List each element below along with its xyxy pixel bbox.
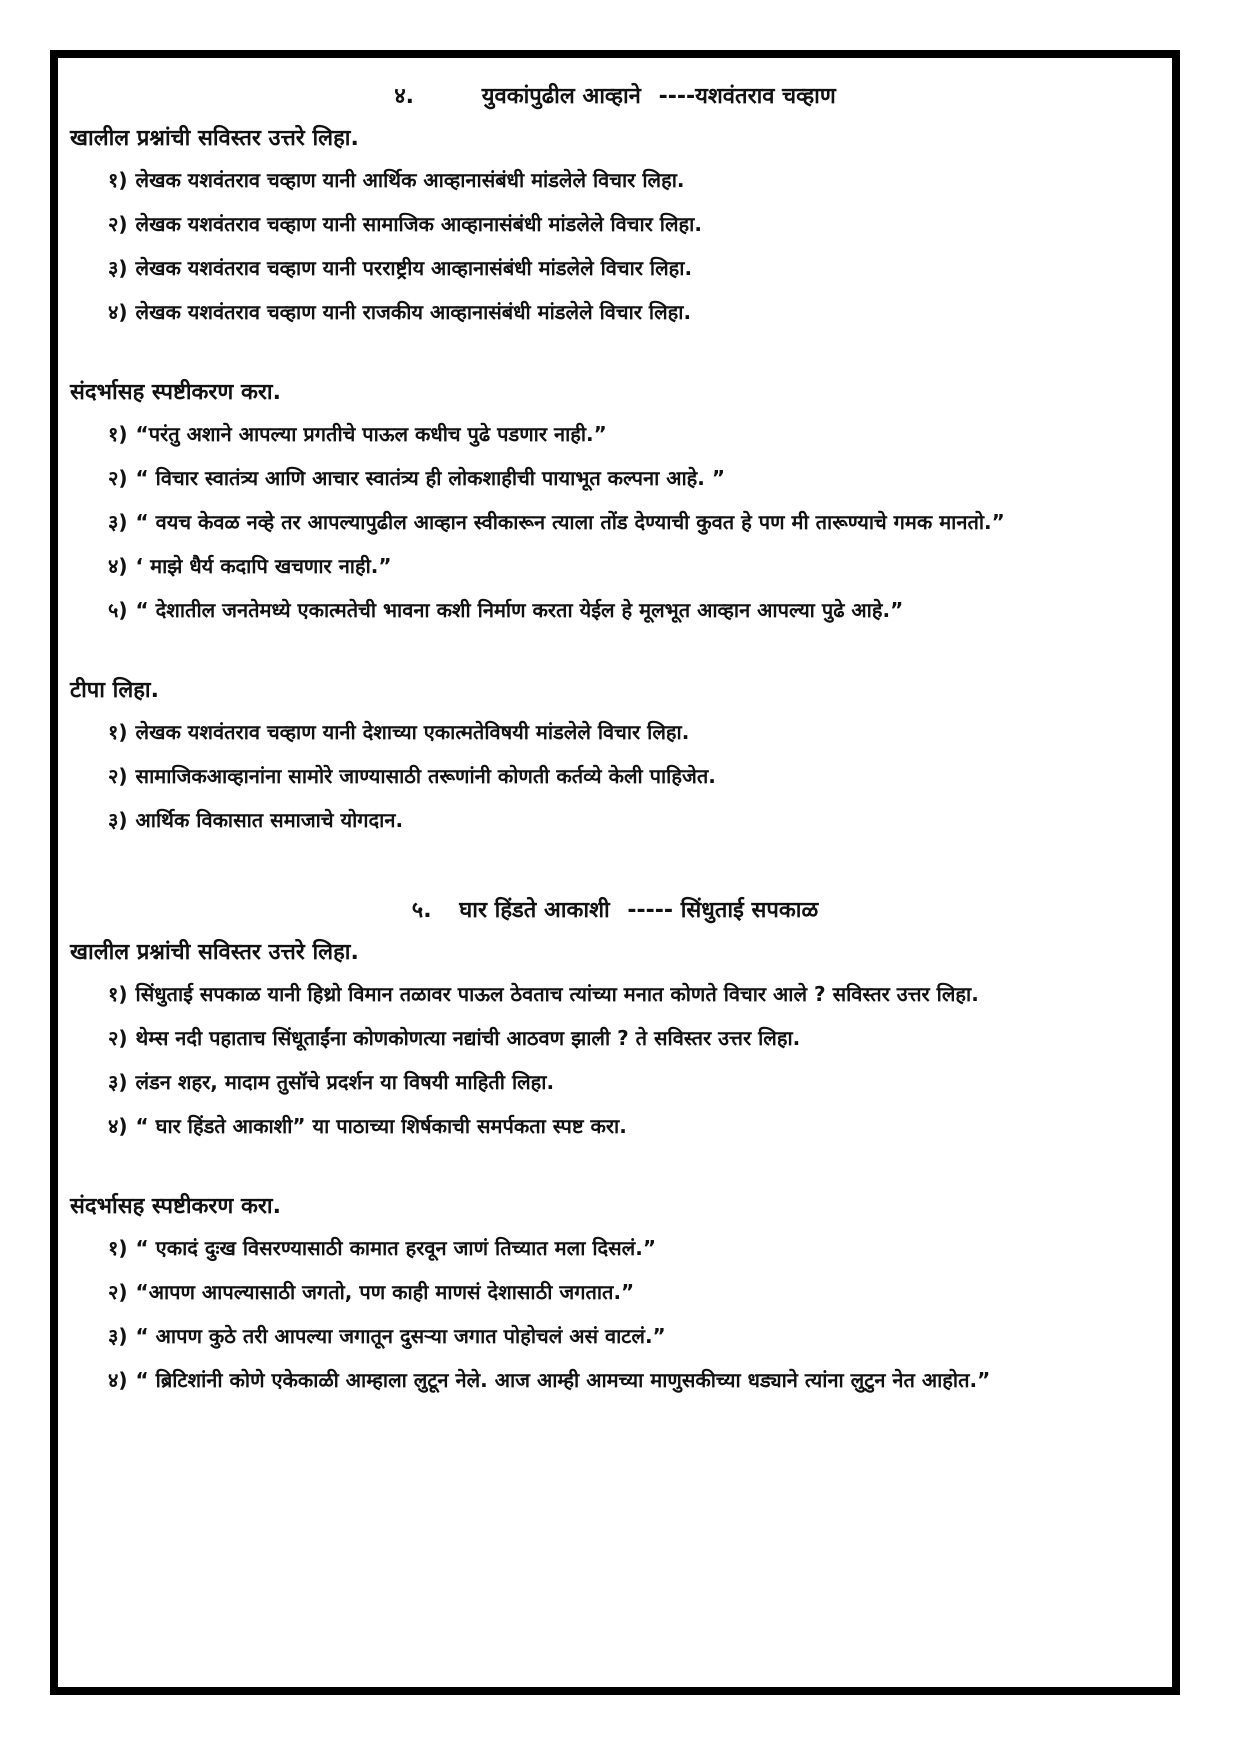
question-item bbox=[108, 462, 1160, 494]
question-item bbox=[108, 1110, 1160, 1142]
section-title: खालील प्रश्नांची सविस्तर उत्तरे लिहा. bbox=[70, 940, 359, 965]
question-item bbox=[108, 164, 1160, 196]
question-number: १) bbox=[108, 982, 128, 1006]
question-number: १) bbox=[108, 720, 128, 744]
question-number: ४) bbox=[108, 1368, 128, 1392]
question-text: “परंतु अशाने आपल्या प्रगतीचे पाऊल कधीच पुढे पडणार नाही.” bbox=[135, 422, 607, 446]
question-text: “ एकादं दुःख विसरण्यासाठी कामात हरवून जाणं तिच्यात मला दिसलं.” bbox=[135, 1236, 656, 1260]
question-item bbox=[108, 296, 1160, 328]
question-number: २) bbox=[108, 1026, 128, 1050]
question-number: ३) bbox=[108, 256, 128, 280]
question-number: १) bbox=[108, 422, 128, 446]
question-text: लंडन शहर, मादाम तुसॉचे प्रदर्शन या विषयी माहिती लिहा. bbox=[135, 1070, 555, 1094]
chapter-title: युवकांपुढील आव्हाने bbox=[481, 84, 641, 109]
question-text: ‘ माझे धैर्य कदापि खचणार नाही.” bbox=[135, 554, 392, 578]
section-title: संदर्भासह स्पष्टीकरण करा. bbox=[70, 380, 281, 405]
question-item bbox=[108, 716, 1160, 748]
question-text: सामाजिकआव्हानांना सामोरे जाण्यासाठी तरूणांनी कोणती कर्तव्ये केली पाहिजेत. bbox=[135, 764, 716, 788]
question-item bbox=[108, 418, 1160, 450]
question-text: लेखक यशवंतराव चव्हाण यानी आर्थिक आव्हानासंबंधी मांडलेले विचार लिहा. bbox=[135, 168, 685, 192]
question-number: २) bbox=[108, 212, 128, 236]
question-item bbox=[108, 1364, 1160, 1396]
question-text: लेखक यशवंतराव चव्हाण यानी राजकीय आव्हानासंबंधी मांडलेले विचार लिहा. bbox=[135, 300, 692, 324]
chapter-author: ----यशवंतराव चव्हाण bbox=[658, 84, 836, 109]
question-text: लेखक यशवंतराव चव्हाण यानी सामाजिक आव्हानासंबंधी मांडलेले विचार लिहा. bbox=[135, 212, 702, 236]
chapter-title: घार हिंडते आकाशी bbox=[459, 898, 610, 923]
question-number: १) bbox=[108, 168, 128, 192]
question-item bbox=[108, 550, 1160, 582]
worksheet bbox=[70, 70, 1160, 1408]
question-number: ४) bbox=[108, 300, 128, 324]
question-item bbox=[108, 1232, 1160, 1264]
question-text: “ ब्रिटिशांनी कोणे एकेकाळी आम्हाला लुटून नेले. आज आम्ही आमच्या माणुसकीच्या धड्याने त्यांना लुटुन नेत आहोत.” bbox=[135, 1368, 991, 1392]
question-number: ३) bbox=[108, 1324, 128, 1348]
chapter-number: ५. bbox=[411, 898, 432, 923]
question-text: “आपण आपल्यासाठी जगतो, पण काही माणसं देशासाठी जगतात.” bbox=[135, 1280, 635, 1304]
question-number: १) bbox=[108, 1236, 128, 1260]
question-text: थेम्स नदी पहाताच सिंधूताईंना कोणकोणत्या नद्यांची आठवण झाली ? ते सविस्तर उत्तर लिहा. bbox=[135, 1026, 801, 1050]
question-item bbox=[108, 978, 1160, 1010]
question-number: ३) bbox=[108, 510, 128, 534]
question-text: लेखक यशवंतराव चव्हाण यानी परराष्ट्रीय आव्हानासंबंधी मांडलेले विचार लिहा. bbox=[135, 256, 693, 280]
question-item bbox=[108, 208, 1160, 240]
question-number: २) bbox=[108, 466, 128, 490]
question-text: लेखक यशवंतराव चव्हाण यानी देशाच्या एकात्मतेविषयी मांडलेले विचार लिहा. bbox=[135, 720, 690, 744]
chapter-author: ----- सिंधुताई सपकाळ bbox=[627, 898, 819, 923]
chapter-5-heading bbox=[70, 894, 1160, 924]
question-item bbox=[108, 1276, 1160, 1308]
question-item bbox=[108, 1022, 1160, 1054]
section-title: टीपा लिहा. bbox=[70, 678, 159, 703]
question-text: “ घार हिंडते आकाशी” या पाठाच्या शिर्षकाची समर्पकता स्पष्ट करा. bbox=[135, 1114, 627, 1138]
section-title: खालील प्रश्नांची सविस्तर उत्तरे लिहा. bbox=[70, 126, 359, 151]
question-text: आर्थिक विकासात समाजाचे योगदान. bbox=[135, 808, 404, 832]
chapter-4-heading bbox=[70, 80, 1160, 110]
question-item bbox=[108, 804, 1160, 836]
question-item bbox=[108, 506, 1160, 538]
question-item bbox=[108, 252, 1160, 284]
question-text: “ विचार स्वातंत्र्य आणि आचार स्वातंत्र्य ही लोकशाहीची पायाभूत कल्पना आहे. ” bbox=[135, 466, 725, 490]
question-number: २) bbox=[108, 764, 128, 788]
question-item bbox=[108, 1066, 1160, 1098]
question-text: “ देशातील जनतेमध्ये एकात्मतेची भावना कशी निर्माण करता येईल हे मूलभूत आव्हान आपल्या पुढे आहे.” bbox=[135, 598, 904, 622]
question-number: ४) bbox=[108, 554, 128, 578]
question-number: ३) bbox=[108, 1070, 128, 1094]
question-item bbox=[108, 1320, 1160, 1352]
question-text: “ वयच केवळ नव्हे तर आपल्यापुढील आव्हान स्वीकारून त्याला तोंड देण्याची कुवत हे पण मी तारूण्याचे गमक मानतो.” bbox=[135, 510, 1005, 534]
question-number: ३) bbox=[108, 808, 128, 832]
question-item bbox=[108, 594, 1160, 626]
question-text: सिंधुताई सपकाळ यानी हिथ्रो विमान तळावर पाऊल ठेवताच त्यांच्या मनात कोणते विचार आले ? सविस्तर उत्तर लिहा. bbox=[135, 982, 979, 1006]
question-number: २) bbox=[108, 1280, 128, 1304]
question-item bbox=[108, 760, 1160, 792]
chapter-number: ४. bbox=[394, 84, 415, 109]
question-text: “ आपण कुठे तरी आपल्या जगातून दुसऱ्या जगात पोहोचलं असं वाटलं.” bbox=[135, 1324, 666, 1348]
section-title: संदर्भासह स्पष्टीकरण करा. bbox=[70, 1194, 281, 1219]
question-number: ५) bbox=[108, 598, 128, 622]
question-number: ४) bbox=[108, 1114, 128, 1138]
